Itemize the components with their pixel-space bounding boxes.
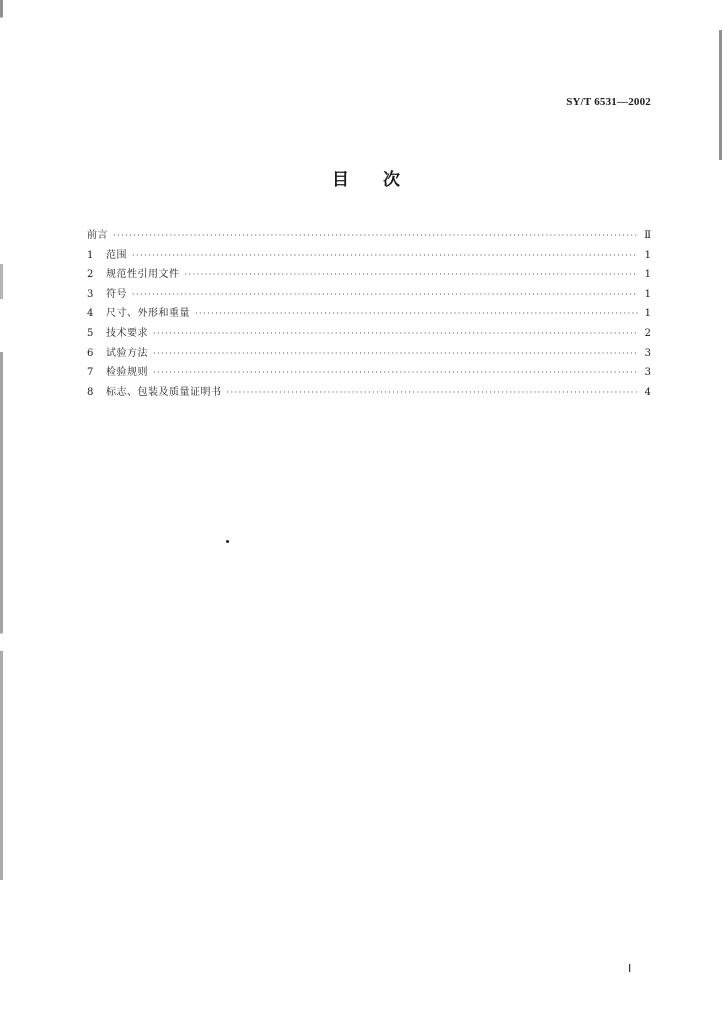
toc-entry-label: 检验规则 <box>106 367 148 379</box>
toc-entry-label: 规范性引用文件 <box>106 269 180 281</box>
scan-edge-right <box>719 30 722 160</box>
scan-edge-left <box>0 0 3 880</box>
scan-speck <box>226 540 229 543</box>
toc-entry-page: 1 <box>644 288 651 300</box>
toc-entry-2[interactable] <box>87 265 651 285</box>
toc-entry-number: 5 <box>87 327 94 339</box>
toc-entry-label: 尺寸、外形和重量 <box>106 308 190 320</box>
toc-entry-label: 前言 <box>87 230 108 241</box>
toc-title-char-2: 次 <box>383 170 400 190</box>
toc-entry-3[interactable] <box>87 285 651 305</box>
toc-entry-1[interactable] <box>87 246 651 266</box>
toc-entry-preface[interactable] <box>87 226 651 246</box>
toc-entry-label: 标志、包装及质量证明书 <box>106 386 222 398</box>
toc-entry-number: 6 <box>87 347 94 359</box>
toc-entry-page: 4 <box>644 386 651 398</box>
toc-leader-dots <box>153 344 638 364</box>
toc-entry-7[interactable] <box>87 363 651 383</box>
toc-leader-dots <box>195 304 638 324</box>
toc-entry-4[interactable] <box>87 304 651 324</box>
toc-entry-label: 技术要求 <box>106 327 148 339</box>
toc-entry-page: Ⅱ <box>644 230 651 241</box>
toc-entry-number: 8 <box>87 386 94 398</box>
toc-entry-page: 2 <box>644 327 651 339</box>
toc-leader-dots <box>153 363 638 383</box>
toc-leader-dots <box>132 285 638 305</box>
toc-entry-page: 1 <box>644 269 651 281</box>
toc-entry-page: 1 <box>644 249 651 261</box>
toc-title-char-1: 目 <box>332 170 349 190</box>
standard-code: SY/T 6531—2002 <box>566 96 651 108</box>
toc-leader-dots <box>185 265 639 285</box>
toc-entry-number: 4 <box>87 308 94 320</box>
table-of-contents <box>87 226 651 402</box>
toc-entry-page: 3 <box>644 367 651 379</box>
toc-leader-dots <box>153 324 638 344</box>
toc-entry-6[interactable] <box>87 344 651 364</box>
toc-entry-number: 7 <box>87 367 94 379</box>
toc-entry-page: 3 <box>644 347 651 359</box>
toc-title <box>332 165 400 190</box>
toc-entry-8[interactable] <box>87 383 651 403</box>
toc-entry-number: 1 <box>87 249 94 261</box>
toc-entry-label: 试验方法 <box>106 347 148 359</box>
toc-entry-number: 2 <box>87 269 94 281</box>
toc-entry-page: 1 <box>644 308 651 320</box>
toc-entry-number: 3 <box>87 288 94 300</box>
toc-leader-dots <box>113 226 638 246</box>
toc-leader-dots <box>132 246 638 266</box>
toc-entry-label: 符号 <box>106 288 127 300</box>
toc-entry-label: 范围 <box>106 249 127 261</box>
toc-entry-5[interactable] <box>87 324 651 344</box>
page-number: Ⅰ <box>628 963 632 975</box>
toc-leader-dots <box>227 383 639 403</box>
